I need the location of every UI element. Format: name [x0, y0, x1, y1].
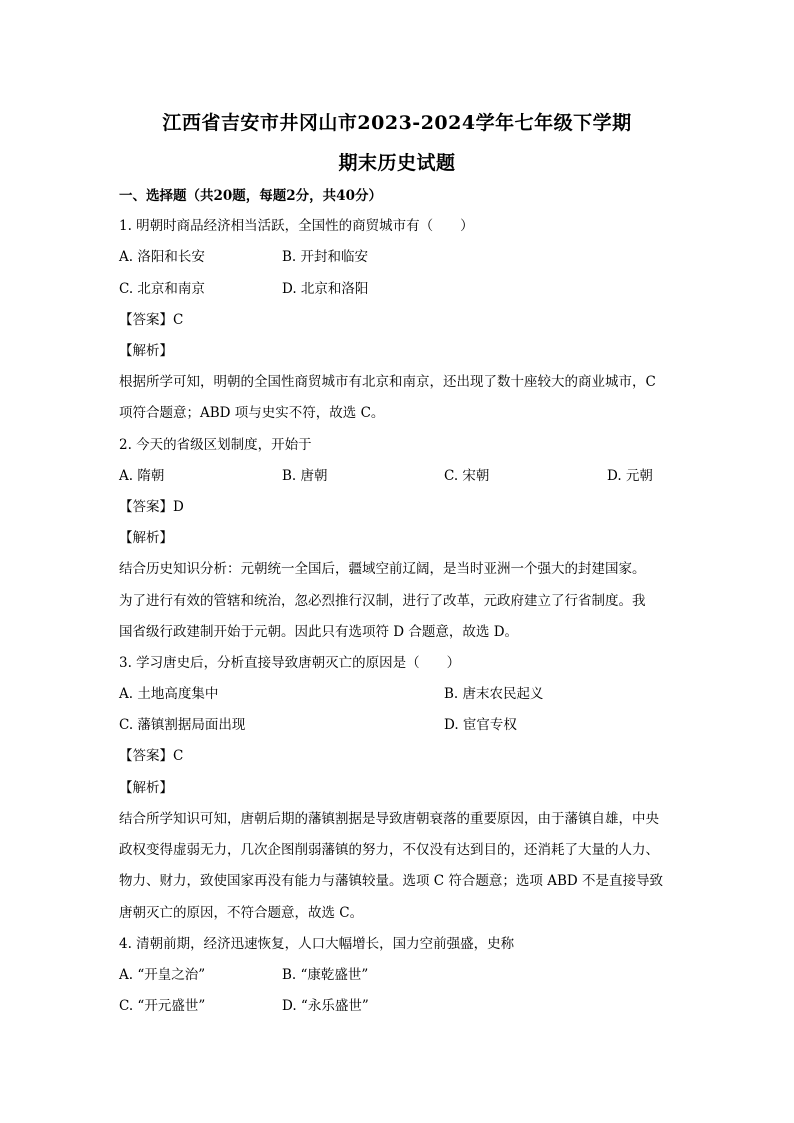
question-3-option-b: B. 唐末农民起义: [444, 686, 544, 702]
question-2-analysis-line: 结合历史知识分析：元朝统一全国后，疆域空前辽阔，是当时亚洲一个强大的封建国家。: [119, 561, 646, 577]
question-4-option-d: D. “永乐盛世”: [282, 998, 369, 1014]
document-title-line2: 期末历史试题: [338, 152, 456, 174]
question-3-answer: 【答案】C: [119, 748, 184, 764]
question-1-option-c: C. 北京和南京: [119, 281, 205, 297]
question-3-analysis-label: 【解析】: [119, 780, 173, 796]
question-1-analysis-line: 项符合题意；ABD 项与史实不符，故选 C。: [119, 405, 385, 421]
question-2-analysis-line: 为了进行有效的管辖和统治，忽必烈推行汉制，进行了改革，元政府建立了行省制度。我: [119, 593, 646, 609]
question-2-option-d: D. 元朝: [607, 468, 653, 484]
question-4-stem: 4. 清朝前期，经济迅速恢复，人口大幅增长，国力空前强盛，史称: [119, 936, 515, 952]
question-2-option-a: A. 隋朝: [119, 468, 165, 484]
question-1-option-d: D. 北京和洛阳: [282, 281, 369, 297]
question-1-analysis-label: 【解析】: [119, 343, 173, 359]
section-heading: 一、选择题（共20题，每题2分，共40分）: [119, 188, 382, 204]
question-3-stem: 3. 学习唐史后，分析直接导致唐朝灭亡的原因是（ ）: [119, 655, 461, 671]
question-2-analysis-label: 【解析】: [119, 530, 173, 546]
question-3-analysis-line: 结合所学知识可知，唐朝后期的藩镇割据是导致唐朝衰落的重要原因，由于藩镇自雄，中央: [119, 811, 659, 827]
question-2-option-c: C. 宋朝: [444, 468, 490, 484]
question-2-answer: 【答案】D: [119, 499, 184, 515]
question-2-analysis-line: 国省级行政建制开始于元朝。因此只有选项符 D 合题意，故选 D。: [119, 624, 519, 640]
document-title-line1: 江西省吉安市井冈山市2023-2024学年七年级下学期: [162, 112, 632, 134]
question-3-analysis-line: 物力、财力，致使国家再没有能力与藩镇较量。选项 C 符合题意；选项 ABD 不是直接导致: [119, 873, 663, 889]
question-1-option-a: A. 洛阳和长安: [119, 249, 205, 265]
question-4-option-c: C. “开元盛世”: [119, 998, 206, 1014]
question-1-stem: 1. 明朝时商品经济相当活跃，全国性的商贸城市有（ ）: [119, 218, 474, 234]
question-4-option-b: B. “康乾盛世”: [282, 967, 369, 983]
question-1-answer: 【答案】C: [119, 312, 184, 328]
question-4-option-a: A. “开皇之治”: [119, 967, 206, 983]
question-1-analysis-line: 根据所学可知，明朝的全国性商贸城市有北京和南京，还出现了数十座较大的商业城市，C: [119, 374, 656, 390]
question-3-option-d: D. 宦官专权: [444, 717, 517, 733]
question-3-analysis-line: 唐朝灭亡的原因，不符合题意，故选 C。: [119, 905, 364, 921]
question-3-analysis-line: 政权变得虚弱无力，几次企图削弱藩镇的努力，不仅没有达到目的，还消耗了大量的人力、: [119, 842, 659, 858]
question-2-option-b: B. 唐朝: [282, 468, 328, 484]
question-3-option-a: A. 土地高度集中: [119, 686, 219, 702]
question-3-option-c: C. 藩镇割据局面出现: [119, 717, 246, 733]
question-2-stem: 2. 今天的省级区划制度，开始于: [119, 437, 312, 453]
question-1-option-b: B. 开封和临安: [282, 249, 369, 265]
